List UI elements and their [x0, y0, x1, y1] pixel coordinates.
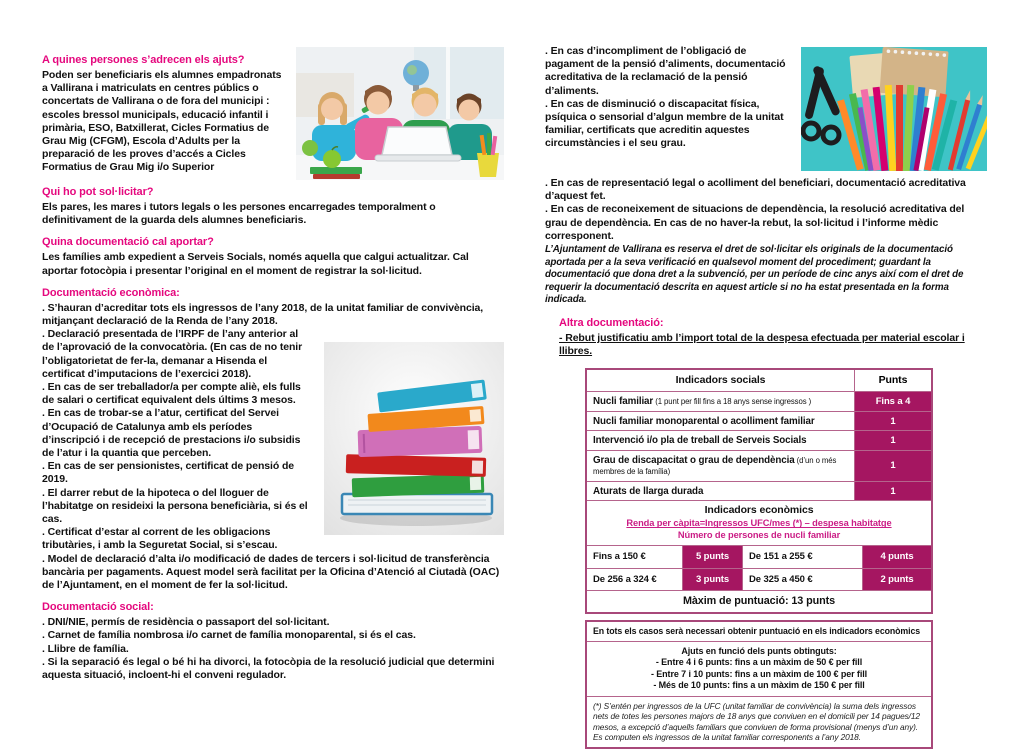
econ-item: . En cas de ser pensionistes, certificat de pensió de 2019.	[42, 460, 295, 486]
altra-item: - Rebut justificatiu amb l’import total de la despesa efectuada per material escolar i llibres.	[559, 331, 965, 358]
econ-range: Fins a 150 €	[587, 546, 682, 567]
econ-range: De 325 a 450 €	[742, 569, 862, 590]
right-item: . En cas de disminució o discapacitat física, psíquica o sensorial d’algun membre de la unitat familiar, certificats que acreditin aquestes circumstàncies i el seu grau.	[545, 97, 784, 150]
table-row	[587, 411, 931, 431]
ajuts-title: Ajuts en funció dels punts obtinguts:	[681, 645, 837, 656]
row-label-main: Intervenció i/o pla de treball de Serveis Socials	[593, 435, 807, 447]
econ-points: 5 punts	[682, 546, 742, 567]
econ-item: . El darrer rebut de la hipoteca o del lloguer de l’habitatge on resideixi la persona beneficiària, si és el cas.	[42, 486, 308, 526]
scoring-table	[585, 368, 933, 614]
ajuts-section	[587, 641, 931, 696]
table-row	[587, 430, 931, 450]
table-row	[587, 391, 931, 411]
econ-item: . Declaració presentada de l’IRPF de l’any anterior al de l’aprovació de la convocatòria. (En cas de no tenir l’obligatorietat de fer-la, demanar a Hisenda el certificat d’imputacions de l’exercici 2018).	[42, 328, 303, 380]
row-label-note: (1 punt per fill fins a 18 anys sense ingressos )	[653, 397, 812, 407]
legal-notice: L’Ajuntament de Vallirana es reserva el dret de sol·licitar els originals de la documentació aportada per a la seva verificació en qualsevol moment del procediment; guardant la documentació que dona dret a la subvenció, per un període de cinc anys així com el dret de requerir la documentació descrita en aquest article si no ha estat presentada en la forma indicada.	[545, 244, 964, 306]
section-heading-ajuts: A quines persones s’adrecen els ajuts?	[42, 54, 245, 66]
scoring-table-wrap	[585, 368, 933, 749]
econ-item: . Model de declaració d’alta i/o modificació de dades de tercers i sol·licitud de transferència bancària per pagaments. Aquest model serà facilitat per la Oficina d’Atenció al Ciutadà (OAC) de l’Ajuntament, en el moment de fer la sol·licitud.	[42, 552, 500, 592]
all-cases-note: En tots els casos serà necessari obtenir puntuació en els indicadors econòmics	[593, 626, 921, 637]
econ-indicators-header	[587, 500, 931, 545]
header-indicadors-socials: Indicadors socials	[587, 370, 854, 392]
row-points: 1	[854, 431, 931, 450]
econ-points: 2 punts	[862, 569, 931, 590]
ufc-footnote: (*) S’entén per ingressos de la UFC (unitat familiar de convivència) la suma dels ingressos nets de totes les persones majors de 18 anys que conviuen en el domicili per 14 pagues/12 mesos, a excepció d’aquells familiars que conviuen de forma provisional (menys d’un any). Es computen els ingressos de la unitat familiar corresponents a l’any 2018.	[587, 696, 931, 747]
right-item: . En cas de reconeixement de situacions de dependència, la resolució acreditativa del grau de dependència. En cas de no haver-la rebut, la sol·licitud i l’informe mèdic corresponent.	[545, 203, 965, 242]
table-row	[587, 481, 931, 501]
row-label	[587, 482, 854, 501]
row-label-main: Grau de discapacitat o grau de dependència	[593, 454, 795, 466]
row-label	[587, 392, 854, 411]
right-page	[545, 45, 987, 749]
children-photo-illustration	[296, 47, 504, 180]
section-heading-documentacio: Quina documentació cal aportar?	[42, 236, 214, 249]
table-lower-box	[585, 620, 933, 749]
row-points: 1	[854, 482, 931, 501]
table-header-row	[587, 370, 931, 392]
stack-of-books-image	[324, 342, 504, 535]
supplies-illustration	[801, 47, 987, 171]
econ-item: . En cas de ser treballador/a per compte aliè, els fulls de salari o certificat equivalent dels últims 3 mesos.	[42, 381, 301, 407]
row-points: 1	[854, 412, 931, 431]
max-score-row: Màxim de puntuació: 13 punts	[587, 590, 931, 612]
table-row	[587, 450, 931, 481]
econ-item: . S’hauran d’acreditar tots els ingressos de l’any 2018, de la unitat familiar de convivència, mitjançant declaració de la Renda de l’any 2018.	[42, 301, 484, 328]
econ-item: . Certificat d’estar al corrent de les obligacions tributàries, i amb la Seguretat Social, si s’escau.	[42, 526, 278, 552]
row-label	[587, 412, 854, 431]
section-heading-solicitar: Qui ho pot sol·licitar?	[42, 186, 154, 198]
social-item: . Carnet de família nombrosa i/o carnet de família monoparental, si és el cas.	[42, 629, 416, 642]
row-label-main: Nucli familiar monoparental o acolliment familiar	[593, 415, 815, 427]
social-item: . Llibre de família.	[42, 642, 129, 655]
ajuts-line: - Entre 7 i 10 punts: fins a un màxim de 100 € per fill	[650, 668, 868, 679]
econ-points-row	[587, 545, 931, 567]
ajuts-paragraph: Poden ser beneficiaris els alumnes empadronats a Vallirana i matriculats en centres públics o concertats de Vallirana o de fora del municipi : escoles bressol municipals, educació infantil i primària, ESO, Batxillerat, Cicles Formatius de Grau Mig (CFGM), Escola d’Adults per la preparació de les proves d’accés a Cicles Formatius de Grau Mig i/o Superior	[42, 69, 282, 174]
row-label-main: Aturats de llarga durada	[593, 485, 704, 497]
documentacio-paragraph: Les famílies amb expedient a Serveis Socials, només aquella que calgui actualitzar. Cal aportar fotocòpia i presentar l’original en el moment de registrar la sol·licitud.	[42, 251, 469, 277]
row-label-main: Nucli familiar	[593, 396, 654, 408]
social-item: . DNI/NIE, permís de residència o passaport del sol·licitant.	[42, 616, 330, 629]
books-illustration	[324, 342, 504, 535]
econ-points: 4 punts	[862, 546, 931, 567]
econ-range: De 151 a 255 €	[742, 546, 862, 567]
solicitar-paragraph: Els pares, les mares i tutors legals o les persones encarregades temporalment o definitivament de la guarda dels alumnes beneficiaris.	[42, 201, 436, 227]
ajuts-line: - Entre 4 i 6 punts: fins a un màxim de 50 € per fill	[655, 657, 863, 668]
row-label	[587, 451, 854, 481]
children-around-laptop-photo	[296, 47, 504, 180]
right-item: . En cas de representació legal o acolliment del beneficiari, documentació acreditativa d’aquest fet.	[545, 177, 966, 203]
left-page	[42, 45, 504, 682]
econ-range: De 256 a 324 €	[587, 569, 682, 590]
row-points: 1	[854, 451, 931, 481]
econ-formula: Renda per càpita=Ingressos UFC/mes (*) – despesa habitatge	[626, 518, 892, 529]
econ-points: 3 punts	[682, 569, 742, 590]
right-item: . En cas d’incompliment de l’obligació de pagament de la pensió d’aliments, documentació acreditativa de la reclamació de la pensió d’aliments.	[545, 45, 786, 97]
row-label-note: (d’un o més membres de la família)	[593, 455, 837, 477]
ajuts-line: - Més de 10 punts: fins a un màxim de 150 € per fill	[653, 680, 865, 691]
school-supplies-photo	[801, 47, 987, 171]
section-heading-altra: Altra documentació:	[559, 316, 664, 329]
social-item: . Si la separació és legal o bé hi ha divorci, la fotocòpia de la resolució judicial que determini aquesta situació, incloent-hi el conveni regulador.	[42, 655, 495, 682]
altra-section	[559, 317, 987, 359]
row-points: Fins a 4	[854, 392, 931, 411]
row-label	[587, 431, 854, 450]
econ-title: Indicadors econòmics	[704, 504, 814, 517]
econ-item: . En cas de trobar-se a l’atur, certificat del Servei d’Ocupació de Catalunya amb els períodes d’inscripció i de recepció de prestacions i/o subsidis de l’atur i la quantia que perceben.	[42, 407, 301, 460]
header-punts: Punts	[854, 370, 931, 392]
section-heading-economica: Documentació econòmica:	[42, 286, 180, 299]
section-heading-social: Documentació social:	[42, 601, 154, 614]
econ-points-row	[587, 568, 931, 590]
econ-subtitle: Número de persones de nucli familiar	[677, 530, 841, 541]
